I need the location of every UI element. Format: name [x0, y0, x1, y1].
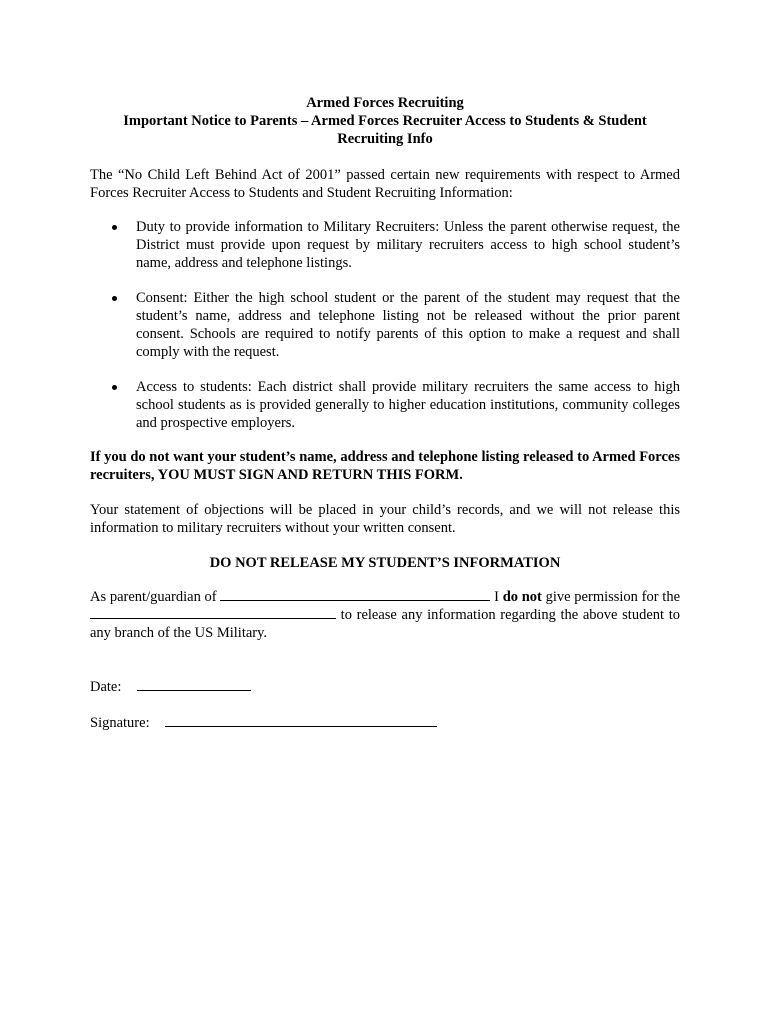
permission-statement	[90, 588, 680, 642]
do-not-emphasis: do not	[502, 589, 542, 605]
list-item-text: Consent: Either the high school student or the parent of the student may request that the student’s name, address and telephone listing not be released without the prior parent consent. Schools are required to notify parents of this option to make a request and shall comply with the request.	[136, 290, 680, 360]
intro-paragraph: The “No Child Left Behind Act of 2001” passed certain new requirements with respect to Armed Forces Recruiter Access to Students and Student Recruiting Information:	[90, 167, 680, 201]
bullet-icon	[112, 296, 117, 301]
title-block	[90, 94, 680, 148]
signature-row	[90, 714, 680, 732]
bullet-icon	[112, 385, 117, 390]
document-title: Armed Forces Recruiting	[306, 95, 464, 111]
list-item-text: Duty to provide information to Military Recruiters: Unless the parent otherwise request, the District must provide upon request by military recruiters access to high school student’s name, address and telephone listings.	[136, 219, 680, 271]
list-item	[90, 218, 680, 272]
permission-prefix: As parent/guardian of	[90, 589, 217, 605]
date-row	[90, 678, 680, 696]
warning-notice: If you do not want your student’s name, address and telephone listing released to Armed Forces recruiters, YOU MUST SIGN AND RETURN THIS FORM.	[90, 449, 680, 483]
list-item-text: Access to students: Each district shall provide military recruiters the same access to high school students as is provided generally to higher education institutions, community colleges and prospective employers.	[136, 379, 680, 431]
requirements-list	[90, 218, 680, 432]
organization-field[interactable]	[90, 606, 336, 619]
permission-give: give permission for the	[545, 589, 681, 605]
signature-field[interactable]	[165, 714, 437, 727]
objection-statement: Your statement of objections will be placed in your child’s records, and we will not release this information to military recruiters without your written consent.	[90, 502, 680, 536]
document-subtitle: Important Notice to Parents – Armed Forces Recruiter Access to Students & Student Recruiting Info	[123, 113, 647, 147]
permission-release: to release any information regarding the above student to any branch of the US Military.	[90, 607, 680, 641]
release-heading: DO NOT RELEASE MY STUDENT’S INFORMATION	[209, 555, 561, 571]
list-item	[90, 289, 680, 361]
permission-i: I	[494, 589, 499, 605]
list-item	[90, 378, 680, 432]
guardian-name-field[interactable]	[220, 588, 490, 601]
date-label: Date:	[90, 679, 122, 695]
signature-label: Signature:	[90, 715, 150, 731]
date-field[interactable]	[137, 678, 251, 691]
bullet-icon	[112, 225, 117, 230]
